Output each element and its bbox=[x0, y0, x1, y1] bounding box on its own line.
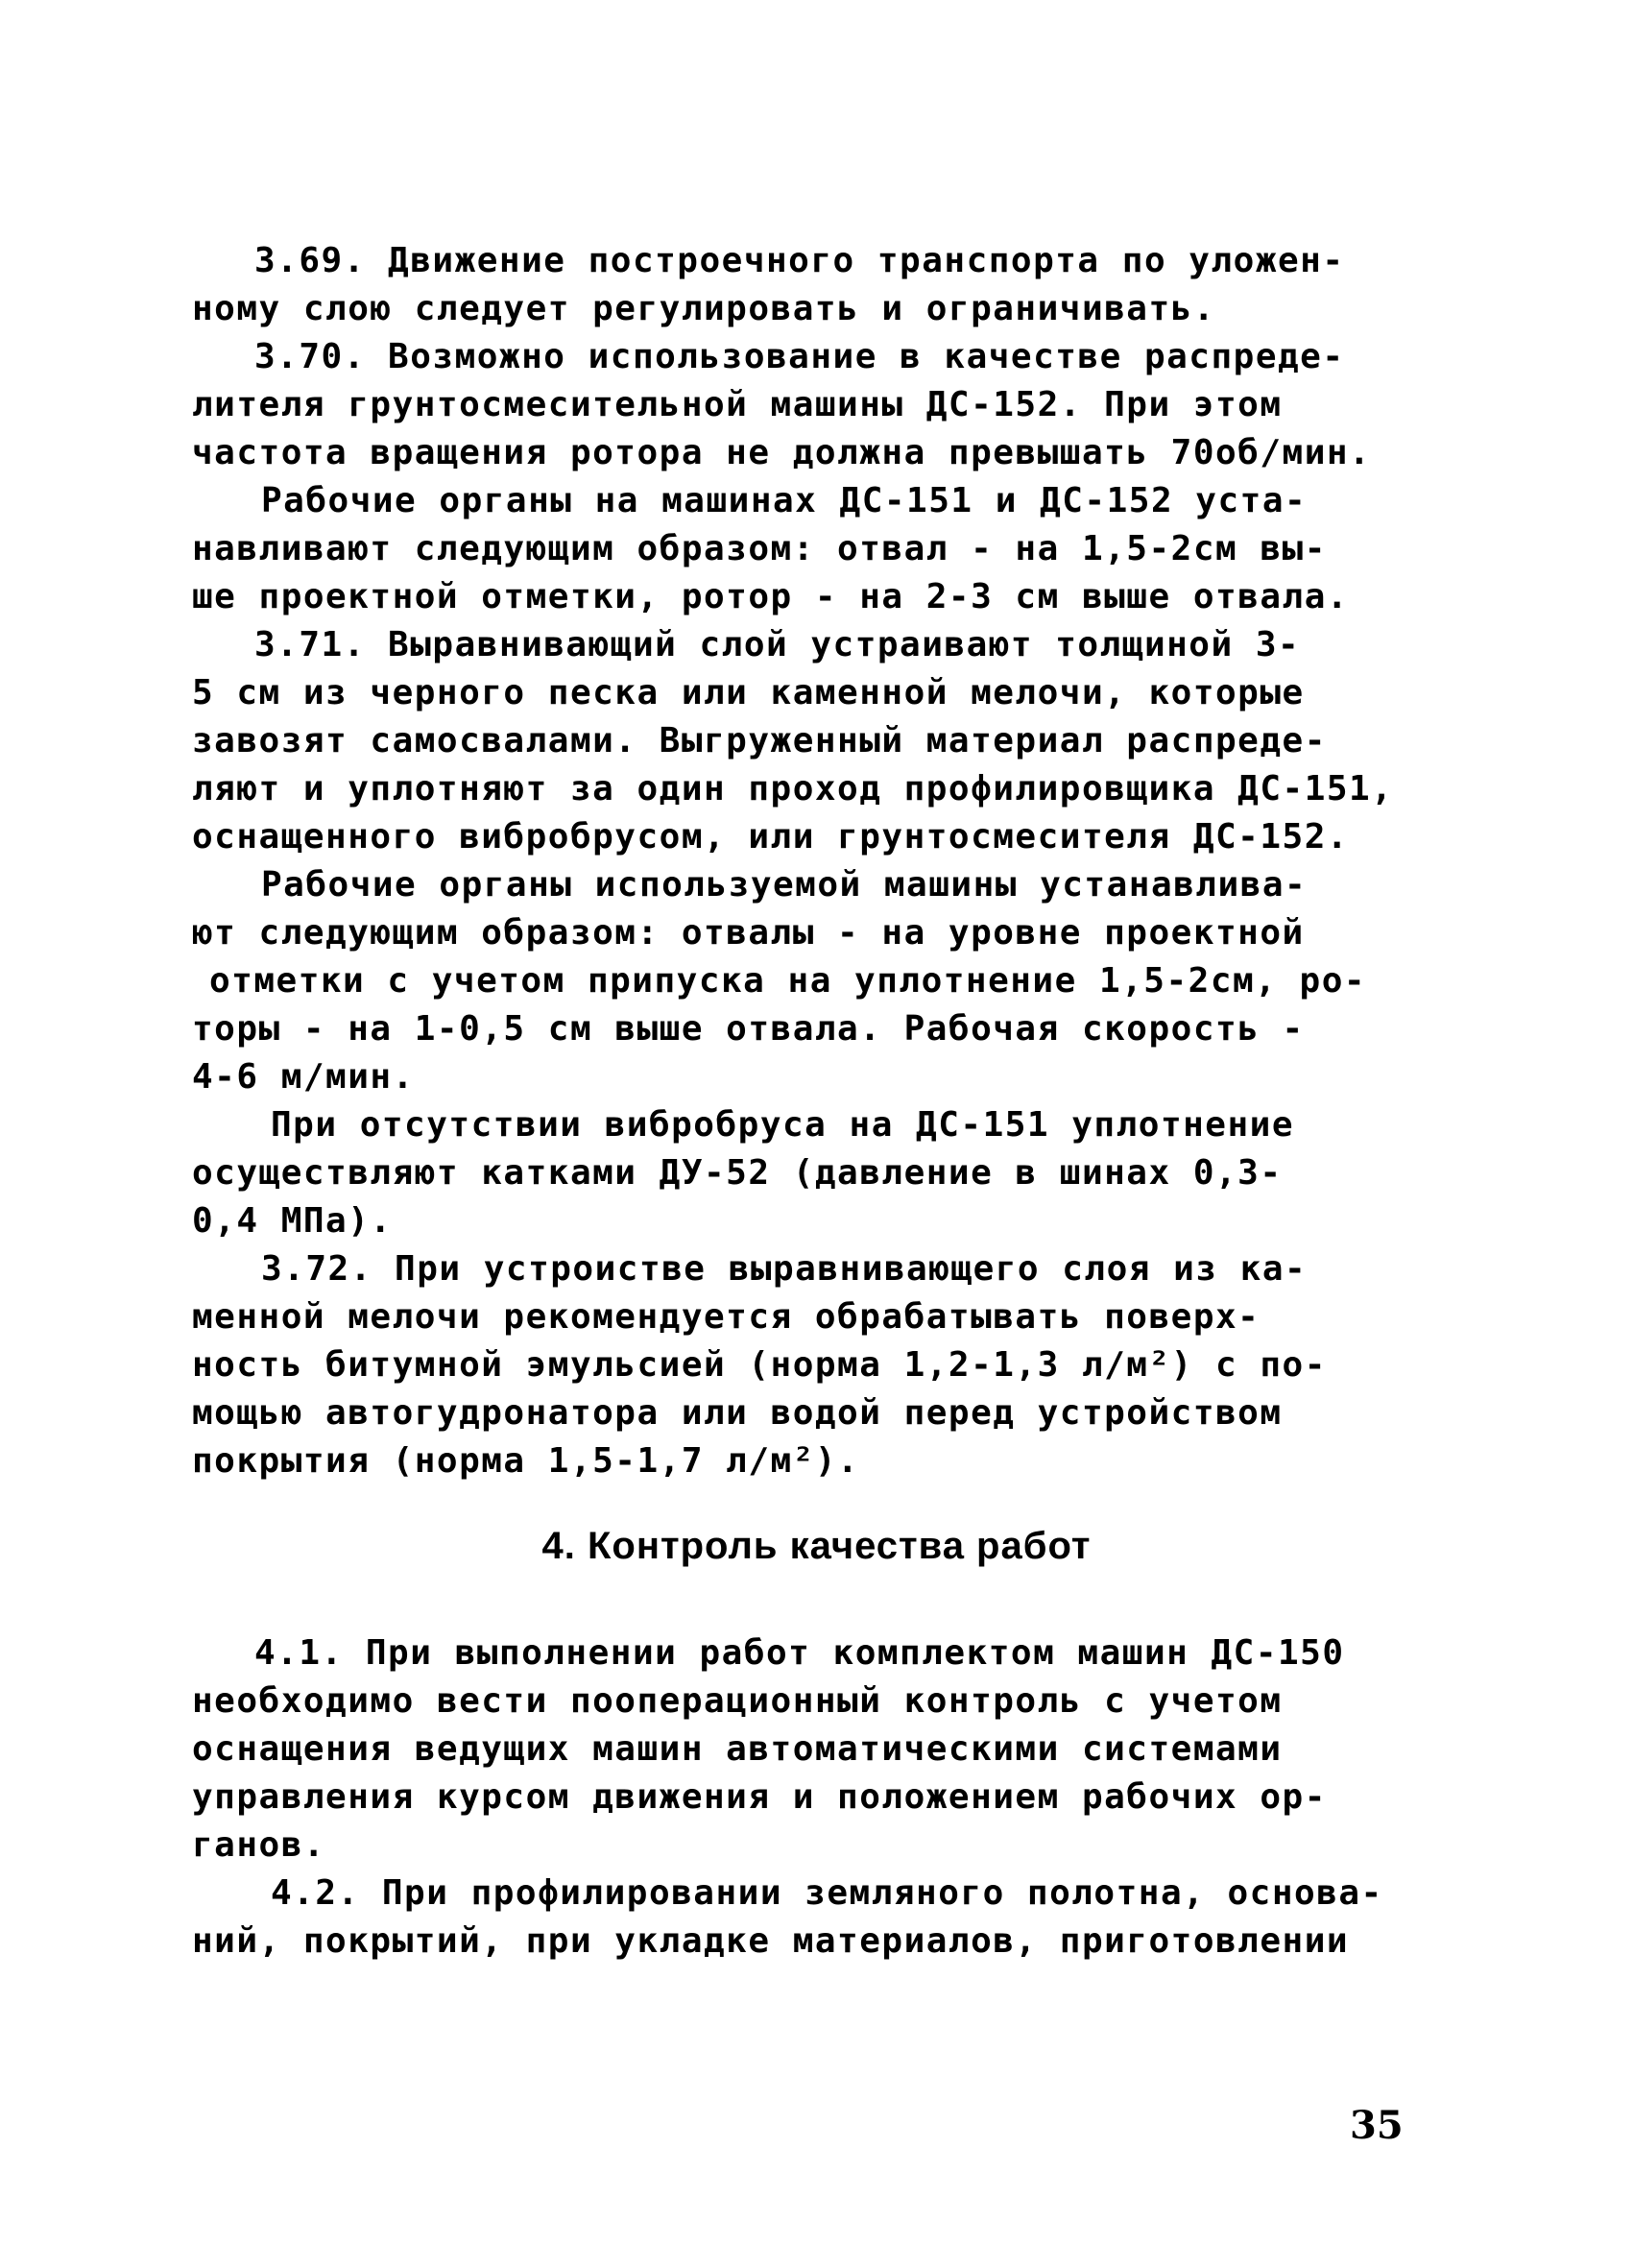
text-line: 0,4 МПа). bbox=[192, 1201, 393, 1241]
text-line: оснащения ведущих машин автоматическими системами bbox=[192, 1729, 1283, 1769]
text-line: осуществляют катками ДУ-52 (давление в шинах 0,3- bbox=[192, 1153, 1283, 1193]
text-line: ний, покрытий, при укладке материалов, приготовлении bbox=[192, 1921, 1350, 1961]
text-line: навливают следующим образом: отвал - на 1,5-2см вы- bbox=[192, 529, 1327, 568]
section-heading: 4. Контроль качества работ bbox=[541, 1525, 1092, 1567]
text-line: ют следующим образом: отвалы - на уровне проектной bbox=[192, 913, 1305, 953]
text-line: 3.70. Возможно использование в качестве распреде- bbox=[254, 337, 1345, 376]
text-line: ность битумной эмульсией (норма 1,2-1,3 л/м²) с по- bbox=[192, 1345, 1327, 1385]
text-line: 3.71. Выравнивающий слой устраивают толщиной 3- bbox=[254, 625, 1301, 664]
text-line: управления курсом движения и положением рабочих ор- bbox=[192, 1777, 1327, 1817]
text-line: ше проектной отметки, ротор - на 2-3 см выше отвала. bbox=[192, 577, 1350, 616]
text-line: необходимо вести пооперационный контроль с учетом bbox=[192, 1681, 1283, 1721]
text-line: менной мелочи рекомендуется обрабатывать поверх- bbox=[192, 1297, 1261, 1337]
text-line: отметки с учетом припуска на уплотнение 1,5-2см, ро- bbox=[209, 961, 1367, 1001]
text-line: оснащенного вибробрусом, или грунтосмесителя ДС-152. bbox=[192, 817, 1350, 857]
text-line: 3.69. Движение построечного транспорта по уложен- bbox=[254, 241, 1345, 280]
text-line: лителя грунтосмесительной машины ДС-152. При этом bbox=[192, 385, 1283, 424]
text-line: 5 см из черного песка или каменной мелочи, которые bbox=[192, 673, 1305, 712]
text-line: ляют и уплотняют за один проход профилировщика ДС-151, bbox=[192, 769, 1394, 808]
text-line: 4-6 м/мин. bbox=[192, 1057, 415, 1097]
text-line: 3.72. При устроистве выравнивающего слоя из ка- bbox=[261, 1249, 1308, 1289]
text-line: мощью автогудронатора или водой перед устройством bbox=[192, 1393, 1283, 1433]
text-line: ному слою следует регулировать и ограничивать. bbox=[192, 289, 1215, 328]
text-line: 4.2. При профилировании земляного полотна, основа- bbox=[271, 1873, 1383, 1913]
text-line: 4.1. При выполнении работ комплектом машин ДС-150 bbox=[254, 1633, 1345, 1673]
text-line: частота вращения ротора не должна превышать 70об/мин. bbox=[192, 433, 1372, 472]
text-line: Рабочие органы используемой машины устанавлива- bbox=[261, 865, 1308, 905]
text-line: При отсутствии вибробруса на ДС-151 уплотнение bbox=[271, 1105, 1294, 1145]
text-line: торы - на 1-0,5 см выше отвала. Рабочая скорость - bbox=[192, 1009, 1305, 1049]
text-line: ганов. bbox=[192, 1825, 326, 1865]
text-line: завозят самосвалами. Выгруженный материал распреде- bbox=[192, 721, 1327, 760]
text-line: Рабочие органы на машинах ДС-151 и ДС-152 уста- bbox=[261, 481, 1308, 520]
text-line: покрытия (норма 1,5-1,7 л/м²). bbox=[192, 1441, 860, 1481]
page-number: 35 bbox=[1350, 2103, 1404, 2148]
